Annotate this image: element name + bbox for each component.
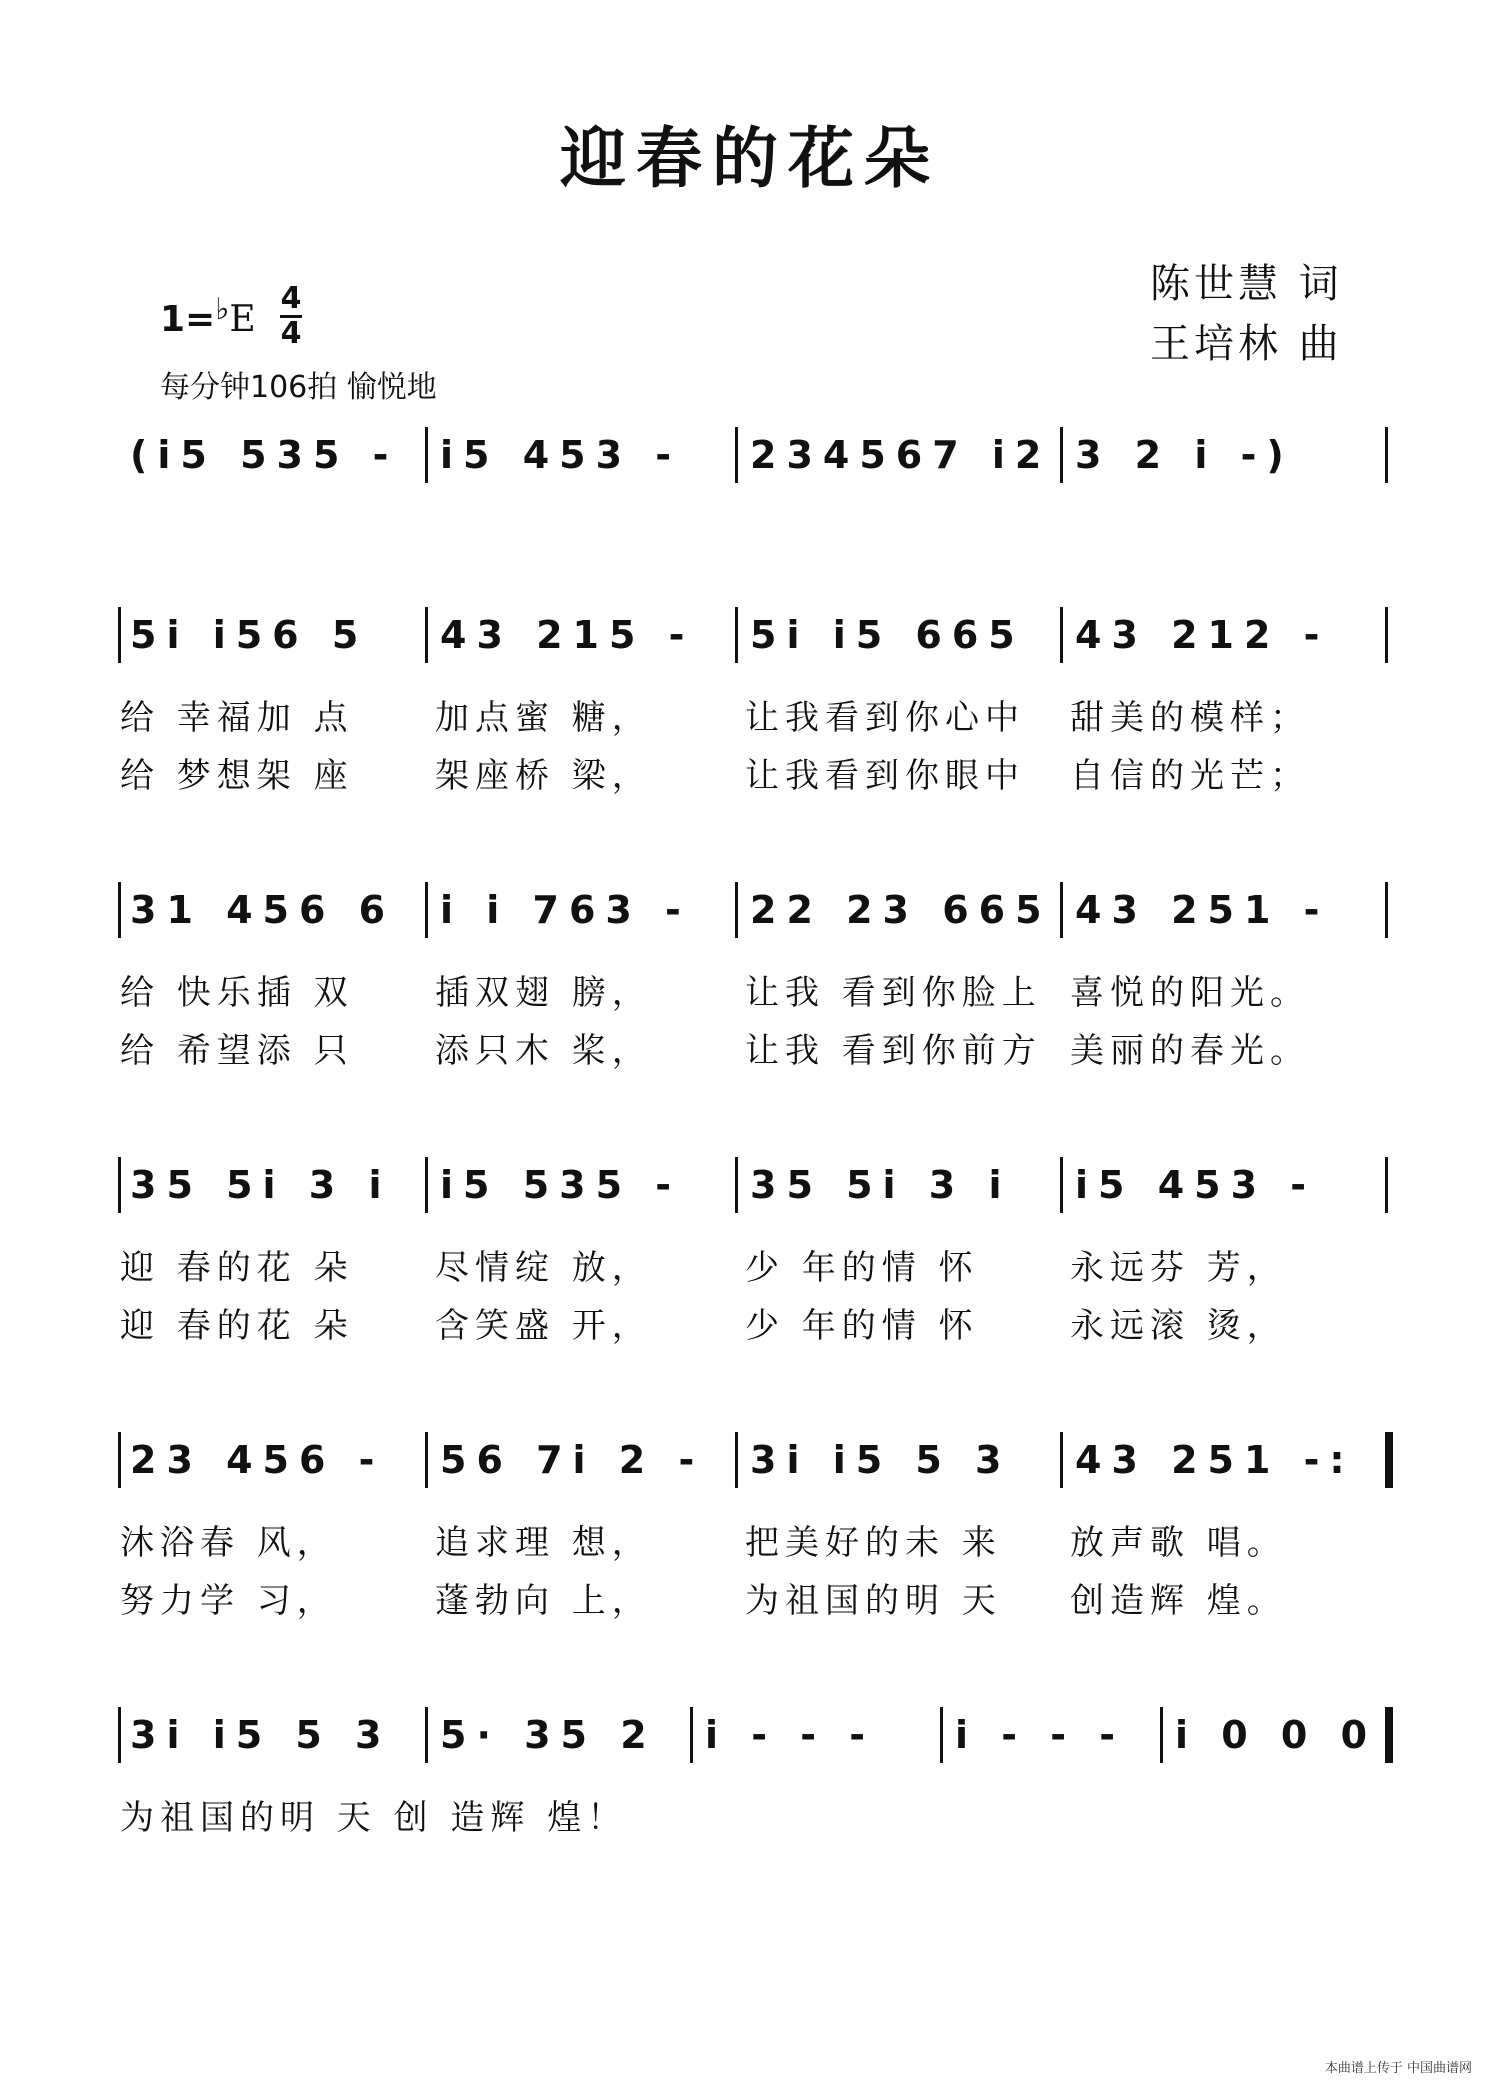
final-barline bbox=[1385, 607, 1388, 663]
composer-credit: 王培林 曲 bbox=[1150, 321, 1343, 367]
measure: 5· 35 2 bbox=[440, 1713, 657, 1757]
measure: i5 453 - bbox=[1075, 1163, 1317, 1207]
lyric-segment: 尽情绽 放， bbox=[435, 1248, 652, 1288]
measure: 35 5i 3 i bbox=[130, 1163, 392, 1207]
time-signature-top: 4 bbox=[280, 281, 302, 316]
start-barline bbox=[118, 607, 121, 663]
notation-row bbox=[0, 1160, 1500, 1220]
measure: 3i i5 5 3 bbox=[750, 1438, 1012, 1482]
lyric-segment: 创造辉 煌。 bbox=[1070, 1581, 1287, 1621]
barline bbox=[735, 427, 738, 483]
measure: 35 5i 3 i bbox=[750, 1163, 1012, 1207]
lyric-segment: 迎 春的花 朵 bbox=[120, 1248, 354, 1288]
barline bbox=[425, 427, 428, 483]
lyric-segment: 放声歌 唱。 bbox=[1070, 1523, 1287, 1563]
barline bbox=[425, 1707, 428, 1763]
notation-row bbox=[0, 1710, 1500, 1770]
lyric-segment: 给 幸福加 点 bbox=[120, 698, 354, 738]
time-signature-bottom: 4 bbox=[280, 316, 302, 351]
page-title: 迎春的花朵 bbox=[560, 119, 940, 197]
measure: i i 763 - bbox=[440, 888, 691, 932]
measure: 3i i5 5 3 bbox=[130, 1713, 392, 1757]
measure: 5i i5 665 bbox=[750, 613, 1025, 657]
lyric-segment: 给 希望添 只 bbox=[120, 1031, 354, 1071]
time-signature bbox=[280, 283, 302, 350]
barline bbox=[940, 1707, 943, 1763]
measure: (i5 535 - bbox=[130, 433, 399, 477]
barline bbox=[1060, 427, 1063, 483]
final-barline bbox=[1385, 1432, 1393, 1488]
start-barline bbox=[118, 1157, 121, 1213]
start-barline bbox=[118, 882, 121, 938]
lyric-segment: 努力学 习， bbox=[120, 1581, 337, 1621]
measure: 43 251 - bbox=[1075, 888, 1330, 932]
lyric-segment: 为祖国的明 天 bbox=[745, 1581, 1002, 1621]
lyric-segment: 自信的光芒； bbox=[1070, 756, 1310, 796]
tempo-marking: 每分钟106拍 愉悦地 bbox=[160, 370, 437, 405]
lyric-segment: 让我 看到你脸上 bbox=[745, 973, 1042, 1013]
notation-row bbox=[0, 885, 1500, 945]
measure: 5i i56 5 bbox=[130, 613, 369, 657]
notation-row bbox=[0, 610, 1500, 670]
barline bbox=[425, 1157, 428, 1213]
barline bbox=[425, 607, 428, 663]
watermark: 本曲谱上传于 中国曲谱网 bbox=[1324, 2061, 1472, 2076]
barline bbox=[1060, 882, 1063, 938]
barline bbox=[735, 1157, 738, 1213]
measure: i - - - bbox=[955, 1713, 1126, 1757]
key-signature bbox=[160, 292, 256, 340]
final-barline bbox=[1385, 882, 1388, 938]
flat-sign: ♭ bbox=[215, 292, 230, 327]
lyric-segment: 美丽的春光。 bbox=[1070, 1031, 1310, 1071]
barline bbox=[1160, 1707, 1163, 1763]
lyric-segment: 让我看到你眼中 bbox=[745, 756, 1025, 796]
lyric-segment: 把美好的未 来 bbox=[745, 1523, 1002, 1563]
barline bbox=[735, 607, 738, 663]
start-barline bbox=[118, 1707, 121, 1763]
measure: 56 7i 2 - bbox=[440, 1438, 705, 1482]
lyric-segment: 沐浴春 风， bbox=[120, 1523, 337, 1563]
measure: 234567 i2 bbox=[750, 433, 1052, 477]
lyricist-credit: 陈世慧 词 bbox=[1150, 261, 1343, 307]
measure: 31 456 6 bbox=[130, 888, 396, 932]
lyric-segment: 加点蜜 糖， bbox=[435, 698, 652, 738]
lyric-segment: 少 年的情 怀 bbox=[745, 1248, 979, 1288]
notation-row bbox=[0, 430, 1500, 490]
barline bbox=[690, 1707, 693, 1763]
final-barline bbox=[1385, 1707, 1393, 1763]
lyric-segment: 蓬勃向 上， bbox=[435, 1581, 652, 1621]
lyric-segment: 迎 春的花 朵 bbox=[120, 1306, 354, 1346]
barline bbox=[1060, 1157, 1063, 1213]
notation-row bbox=[0, 1435, 1500, 1495]
measure: 23 456 - bbox=[130, 1438, 385, 1482]
lyric-segment: 让我看到你心中 bbox=[745, 698, 1025, 738]
lyric-segment: 永远滚 烫， bbox=[1070, 1306, 1287, 1346]
lyric-segment: 甜美的模样； bbox=[1070, 698, 1310, 738]
measure: i5 535 - bbox=[440, 1163, 682, 1207]
lyric-segment: 给 梦想架 座 bbox=[120, 756, 354, 796]
lyric-segment: 添只木 桨， bbox=[435, 1031, 652, 1071]
lyric-segment: 插双翅 膀， bbox=[435, 973, 652, 1013]
barline bbox=[425, 1432, 428, 1488]
lyric-segment: 追求理 想， bbox=[435, 1523, 652, 1563]
barline bbox=[735, 1432, 738, 1488]
lyric-segment: 为祖国的明 天 创 造辉 煌！ bbox=[120, 1798, 628, 1838]
lyric-segment: 让我 看到你前方 bbox=[745, 1031, 1042, 1071]
measure: 3 2 i -) bbox=[1075, 433, 1294, 477]
key-prefix: 1= bbox=[160, 299, 216, 340]
measure: 22 23 665 bbox=[750, 888, 1052, 932]
measure: 43 212 - bbox=[1075, 613, 1330, 657]
start-barline bbox=[118, 1432, 121, 1488]
measure: i 0 0 0 bbox=[1175, 1713, 1378, 1757]
barline bbox=[735, 882, 738, 938]
final-barline bbox=[1385, 1157, 1388, 1213]
measure: i5 453 - bbox=[440, 433, 682, 477]
final-barline bbox=[1385, 427, 1388, 483]
lyric-segment: 喜悦的阳光。 bbox=[1070, 973, 1310, 1013]
lyric-segment: 给 快乐插 双 bbox=[120, 973, 354, 1013]
key-note: E bbox=[229, 299, 256, 340]
measure: 43 215 - bbox=[440, 613, 695, 657]
barline bbox=[425, 882, 428, 938]
measure: 43 251 -: bbox=[1075, 1438, 1355, 1482]
measure: i - - - bbox=[705, 1713, 876, 1757]
lyric-segment: 少 年的情 怀 bbox=[745, 1306, 979, 1346]
barline bbox=[1060, 607, 1063, 663]
lyric-segment: 架座桥 梁， bbox=[435, 756, 652, 796]
barline bbox=[1060, 1432, 1063, 1488]
lyric-segment: 含笑盛 开， bbox=[435, 1306, 652, 1346]
lyric-segment: 永远芬 芳， bbox=[1070, 1248, 1287, 1288]
